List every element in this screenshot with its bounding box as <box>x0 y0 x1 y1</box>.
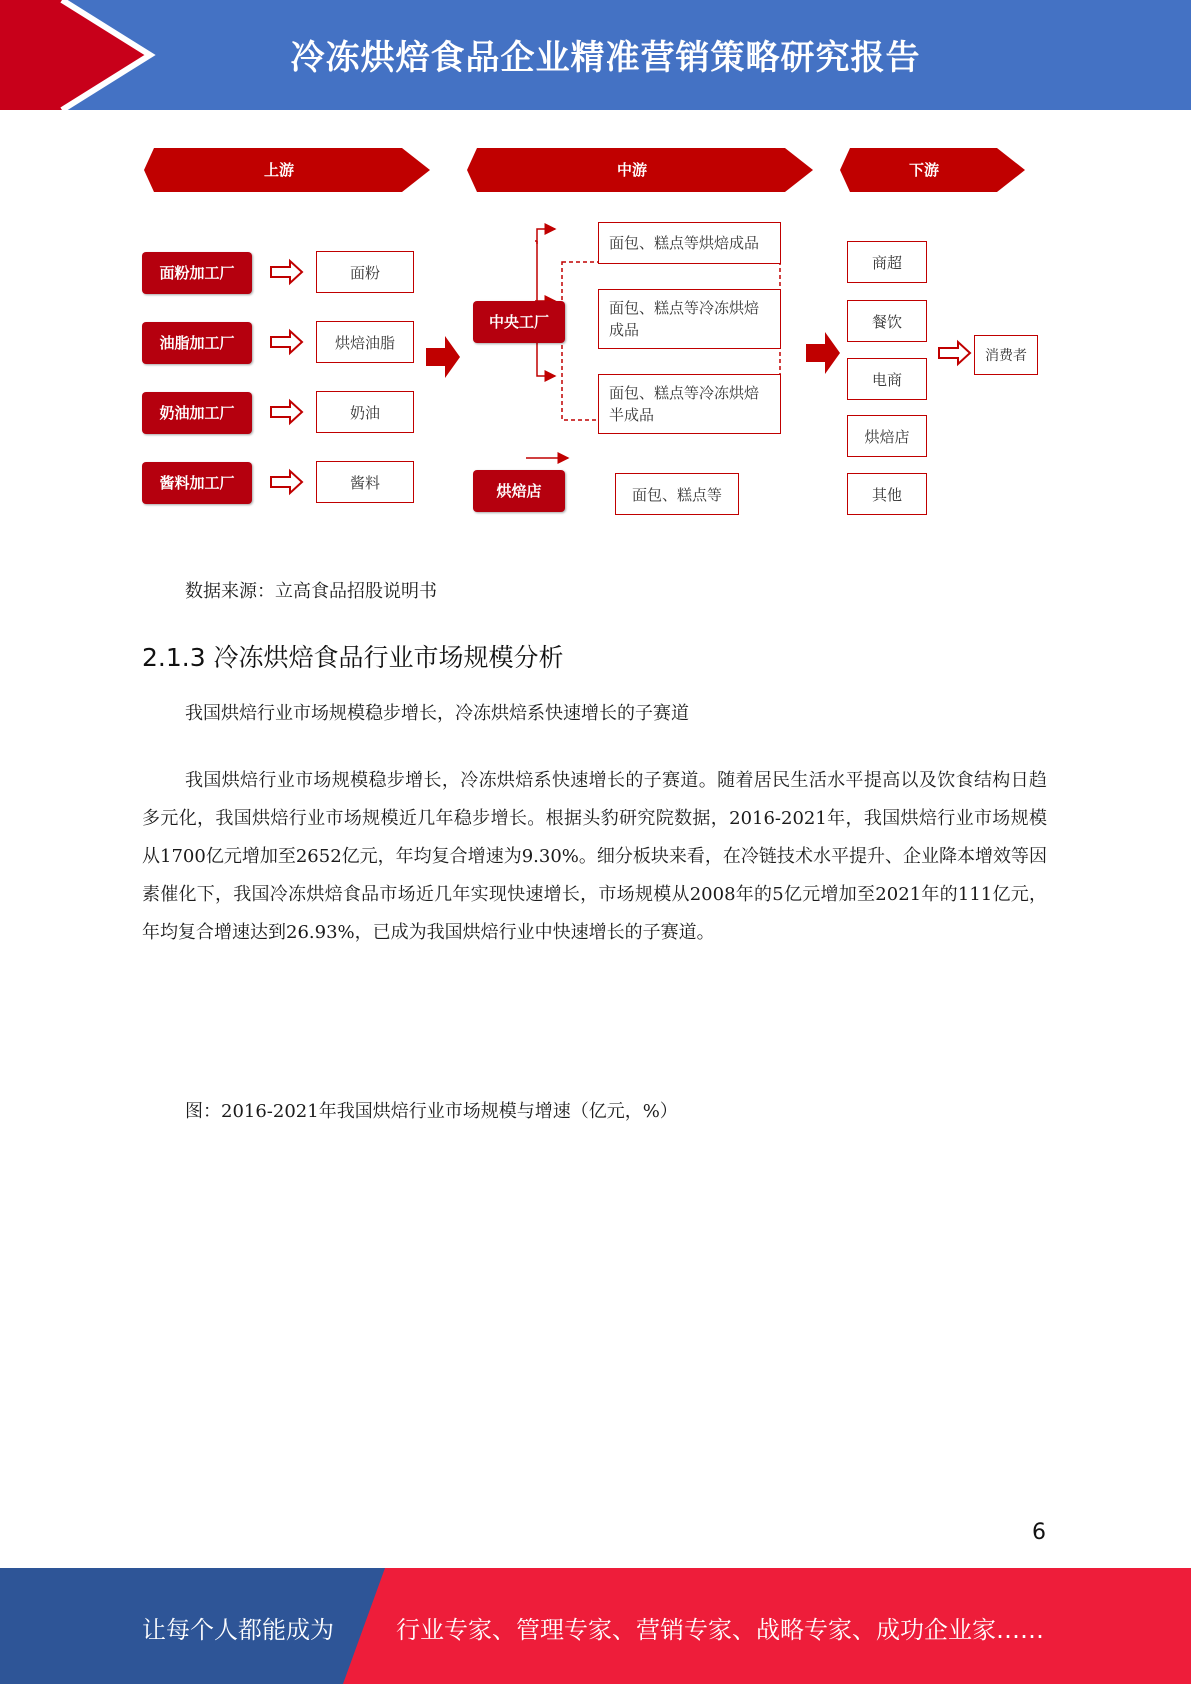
block-arrow-icon <box>806 332 840 374</box>
document-title: 冷冻烘焙食品企业精准营销策略研究报告 <box>290 38 921 78</box>
downstream-channel: 商超 <box>847 241 927 283</box>
section-heading: 2.1.3 冷冻烘焙食品行业市场规模分析 <box>142 643 564 672</box>
upstream-product: 奶油 <box>316 391 414 433</box>
footer-slogan-left: 让每个人都能成为 <box>142 1616 334 1644</box>
upstream-product: 酱料 <box>316 461 414 503</box>
hollow-arrow-icon <box>271 471 302 493</box>
bakery-output: 面包、糕点等 <box>615 473 739 515</box>
source-note: 数据来源：立高食品招股说明书 <box>185 581 437 602</box>
upstream-factory: 奶油加工厂 <box>142 392 252 434</box>
page-footer <box>0 1568 1191 1684</box>
body-paragraph: 我国烘焙行业市场规模稳步增长，冷冻烘焙系快速增长的子赛道。随着居民生活水平提高以及饮食结构日趋多元化，我国烘焙行业市场规模近几年稳步增长。根据头豹研究院数据，2016-2021年，我国烘焙行业市场规模从1700亿元增加至2652亿元，年均复合增速为9.30%。细分板块来看，在冷链技术水平提升、企业降本增效等因素催化下，我国冷冻烘焙食品市场近几年实现快速增长，市场规模从2008年的5亿元增加至2021年的111亿元，年均复合增速达到26.93%，已成为我国烘焙行业中快速增长的子赛道。 <box>142 770 1047 943</box>
midstream-bakery: 烘焙店 <box>473 470 565 512</box>
figure-caption: 图：2016-2021年我国烘焙行业市场规模与增速（亿元，%） <box>185 1101 678 1122</box>
industry-chain-diagram <box>140 140 1060 520</box>
stage-upstream-label: 上游 <box>263 161 294 179</box>
midstream-output-finished: 面包、糕点等烘焙成品 <box>598 222 781 264</box>
downstream-channel: 电商 <box>847 358 927 400</box>
downstream-channel: 烘焙店 <box>847 415 927 457</box>
upstream-factory: 面粉加工厂 <box>142 252 252 294</box>
downstream-channel: 餐饮 <box>847 300 927 342</box>
upstream-factory: 酱料加工厂 <box>142 462 252 504</box>
stage-midstream-label: 中游 <box>616 161 647 179</box>
page-header <box>0 0 1191 110</box>
central-factory: 中央工厂 <box>473 301 565 343</box>
block-arrow-icon <box>426 336 460 378</box>
hollow-arrow-icon <box>271 401 302 423</box>
stage-downstream-label: 下游 <box>908 161 939 179</box>
hollow-arrow-icon <box>271 261 302 283</box>
upstream-product: 面粉 <box>316 251 414 293</box>
hollow-arrow-icon <box>271 331 302 353</box>
midstream-output-frozen-finished: 面包、糕点等冷冻烘焙成品 <box>598 289 781 349</box>
section-subtitle: 我国烘焙行业市场规模稳步增长，冷冻烘焙系快速增长的子赛道 <box>185 703 689 724</box>
page-number: 6 <box>1032 1520 1046 1545</box>
hollow-arrow-icon <box>939 342 970 364</box>
consumer-box: 消费者 <box>974 335 1038 375</box>
upstream-factory: 油脂加工厂 <box>142 322 252 364</box>
footer-slogan-right: 行业专家、管理专家、营销专家、战略专家、成功企业家…… <box>396 1616 1044 1644</box>
downstream-channel: 其他 <box>847 473 927 515</box>
midstream-output-frozen-semi: 面包、糕点等冷冻烘焙半成品 <box>598 374 781 434</box>
upstream-product: 烘焙油脂 <box>316 321 414 363</box>
